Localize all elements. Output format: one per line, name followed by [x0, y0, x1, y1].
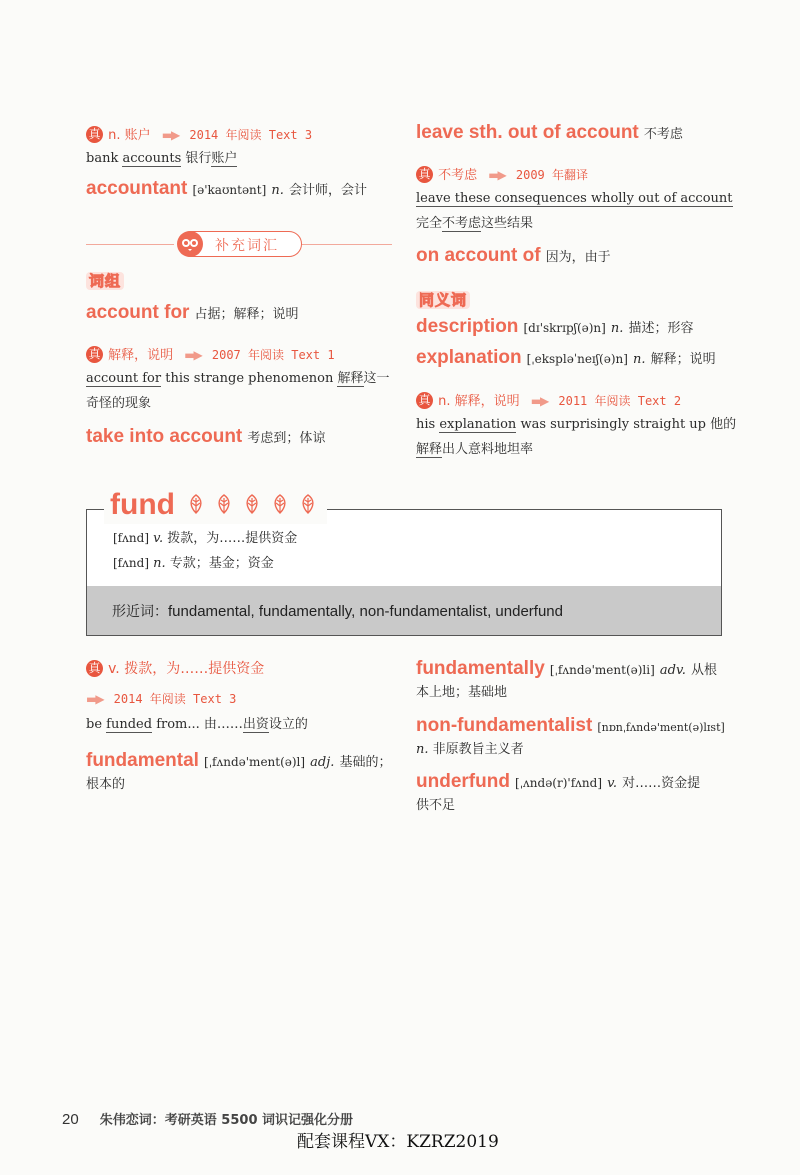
source-label: 2011 年阅读 Text 2 [558, 394, 682, 408]
arrow-icon: ▬▶ [184, 348, 201, 362]
exam-tag: 真 [86, 346, 103, 363]
difficulty-leaves [186, 493, 321, 514]
example-sentence-cn: 完全不考虑这些结果 [416, 216, 534, 231]
similar-words-text: 形近词：fundamental, fundamentally, non-fundamentalist, underfund [112, 603, 563, 620]
entry-account-noun [86, 124, 386, 171]
fund-entry-box [86, 509, 722, 636]
entry-explanation-example [416, 390, 746, 462]
fund-definitions [113, 526, 693, 576]
headword: accountant [86, 178, 188, 199]
entry-fundamental [86, 750, 398, 797]
entry-leave-out-example [416, 164, 746, 236]
sense-label: v. 拨款，为……提供资金 [108, 661, 265, 677]
meaning: 占据；解释；说明 [194, 307, 299, 322]
phonetic: [dɪ'skrɪpʃ(ə)n] [523, 321, 606, 335]
example-sentence: leave these consequences wholly out of account [416, 191, 733, 206]
headword: non-fundamentalist [416, 715, 593, 736]
entry-explanation [416, 347, 746, 369]
exam-tag: 真 [86, 660, 103, 677]
definition-line: n. 非原教旨主义者 [416, 742, 524, 757]
headword: fundamentally [416, 658, 545, 679]
supplement-label: 补充词汇 [215, 238, 279, 254]
headword: fundamental [86, 750, 199, 771]
phonetic: [ˌʌndə(r)'fʌnd] [515, 776, 603, 790]
part-of-speech: n. [633, 352, 646, 367]
page-number: 20 [62, 1111, 79, 1128]
supplement-divider [86, 231, 392, 257]
definition-line-noun: [fʌnd] n. 专款；基金；资金 [113, 556, 274, 571]
phonetic: [ˌfʌndə'ment(ə)li] [549, 663, 655, 677]
headword: on account of [416, 245, 541, 266]
meaning: 不考虑 [643, 127, 683, 142]
phonetic: [nɒnˌfʌndə'ment(ə)lɪst] [597, 721, 725, 734]
headword: description [416, 316, 519, 337]
watermark-text: 配套课程VX：KZRZ2019 [297, 1132, 499, 1152]
example-sentence: bank accounts 银行账户 [86, 151, 238, 166]
entry-fundamentally [416, 658, 726, 705]
book-title: 朱伟恋词：考研英语 5500 词识记强化分册 [99, 1113, 354, 1128]
arrow-icon: ▬▶ [86, 692, 103, 706]
entry-description [416, 316, 746, 338]
meaning: 对……资金提 [622, 776, 701, 791]
sense-label: n. 解释，说明 [438, 394, 520, 409]
example-sentence: his explanation was surprisingly straight up 他的 [416, 417, 737, 432]
source-label: 2014 年阅读 Text 3 [189, 128, 313, 142]
arrow-icon: ▬▶ [488, 168, 505, 182]
entry-fund-example [86, 658, 396, 737]
arrow-icon: ▬▶ [530, 394, 548, 408]
leaf-icon [242, 494, 262, 514]
part-of-speech: n. [610, 321, 624, 336]
entry-leave-out [416, 122, 746, 144]
sense-label: 解释，说明 [108, 348, 174, 363]
fund-headword-wrap [104, 488, 327, 524]
leaf-icon [298, 494, 318, 514]
fund-headword: fund [110, 488, 175, 521]
supplement-badge [178, 231, 302, 257]
part-of-speech: n. [271, 183, 284, 198]
meaning: 描述；形容 [628, 321, 694, 336]
meaning-cont: 根本的 [86, 777, 126, 792]
leaf-icon [186, 494, 206, 514]
divider-line-left [86, 244, 174, 245]
similar-words-bar [87, 586, 721, 635]
example-sentence-cont: 奇怪的现象 [86, 396, 152, 411]
source-label: 2007 年阅读 Text 1 [211, 348, 335, 362]
meaning: 会计师，会计 [289, 183, 368, 198]
source-label: 2009 年翻译 [515, 168, 588, 182]
headword: explanation [416, 347, 522, 368]
arrow-icon: ▬▶ [161, 128, 179, 142]
part-of-speech: v. [607, 776, 618, 791]
definition-line-verb: [fʌnd] v. 拨款，为……提供资金 [113, 531, 298, 546]
leaf-icon [270, 494, 290, 514]
phonetic: [ə'kaʊntənt] [192, 183, 267, 197]
part-of-speech: adv. [659, 663, 686, 678]
entry-underfund [416, 771, 726, 818]
meaning: 因为，由于 [545, 250, 611, 265]
meaning-cont: 本上地；基础地 [416, 685, 508, 700]
owl-icon [177, 231, 203, 257]
exam-tag: 真 [416, 166, 433, 183]
entry-non-fundamentalist [416, 715, 726, 762]
meaning-cont: 供不足 [416, 798, 456, 813]
headword: underfund [416, 771, 510, 792]
exam-tag: 真 [86, 126, 103, 143]
section-label-synonyms: 同义词 [416, 289, 470, 310]
meaning: 基础的； [339, 755, 392, 770]
example-sentence: be funded from... 由……出资设立的 [86, 717, 308, 732]
sense-label: 不考虑 [438, 168, 478, 183]
divider-line-right [302, 244, 392, 245]
entry-on-account-of [416, 245, 746, 267]
meaning: 从根 [690, 663, 717, 678]
source-label: 2014 年阅读 Text 3 [113, 692, 237, 706]
example-sentence: account for this strange phenomenon 解释这一 [86, 371, 390, 386]
sense-label: n. 账户 [108, 128, 151, 143]
phonetic: [ˌfʌndə'ment(ə)l] [204, 755, 306, 769]
exam-tag: 真 [416, 392, 433, 409]
entry-account-for [86, 302, 396, 324]
headword: leave sth. out of account [416, 122, 639, 143]
phonetic: [ˌekspləˈneɪʃ(ə)n] [526, 352, 628, 366]
headword: take into account [86, 426, 243, 447]
entry-account-for-example [86, 344, 398, 416]
part-of-speech: adj. [310, 755, 335, 770]
meaning: 解释；说明 [650, 352, 716, 367]
example-sentence-cn: 解释出人意料地坦率 [416, 442, 534, 457]
page-footer [62, 1109, 353, 1128]
headword: account for [86, 302, 190, 323]
entry-accountant [86, 178, 396, 200]
section-label-phrases: 词组 [86, 270, 124, 291]
meaning: 考虑到；体谅 [247, 431, 326, 446]
entry-take-into-account [86, 426, 396, 448]
leaf-icon [214, 494, 234, 514]
